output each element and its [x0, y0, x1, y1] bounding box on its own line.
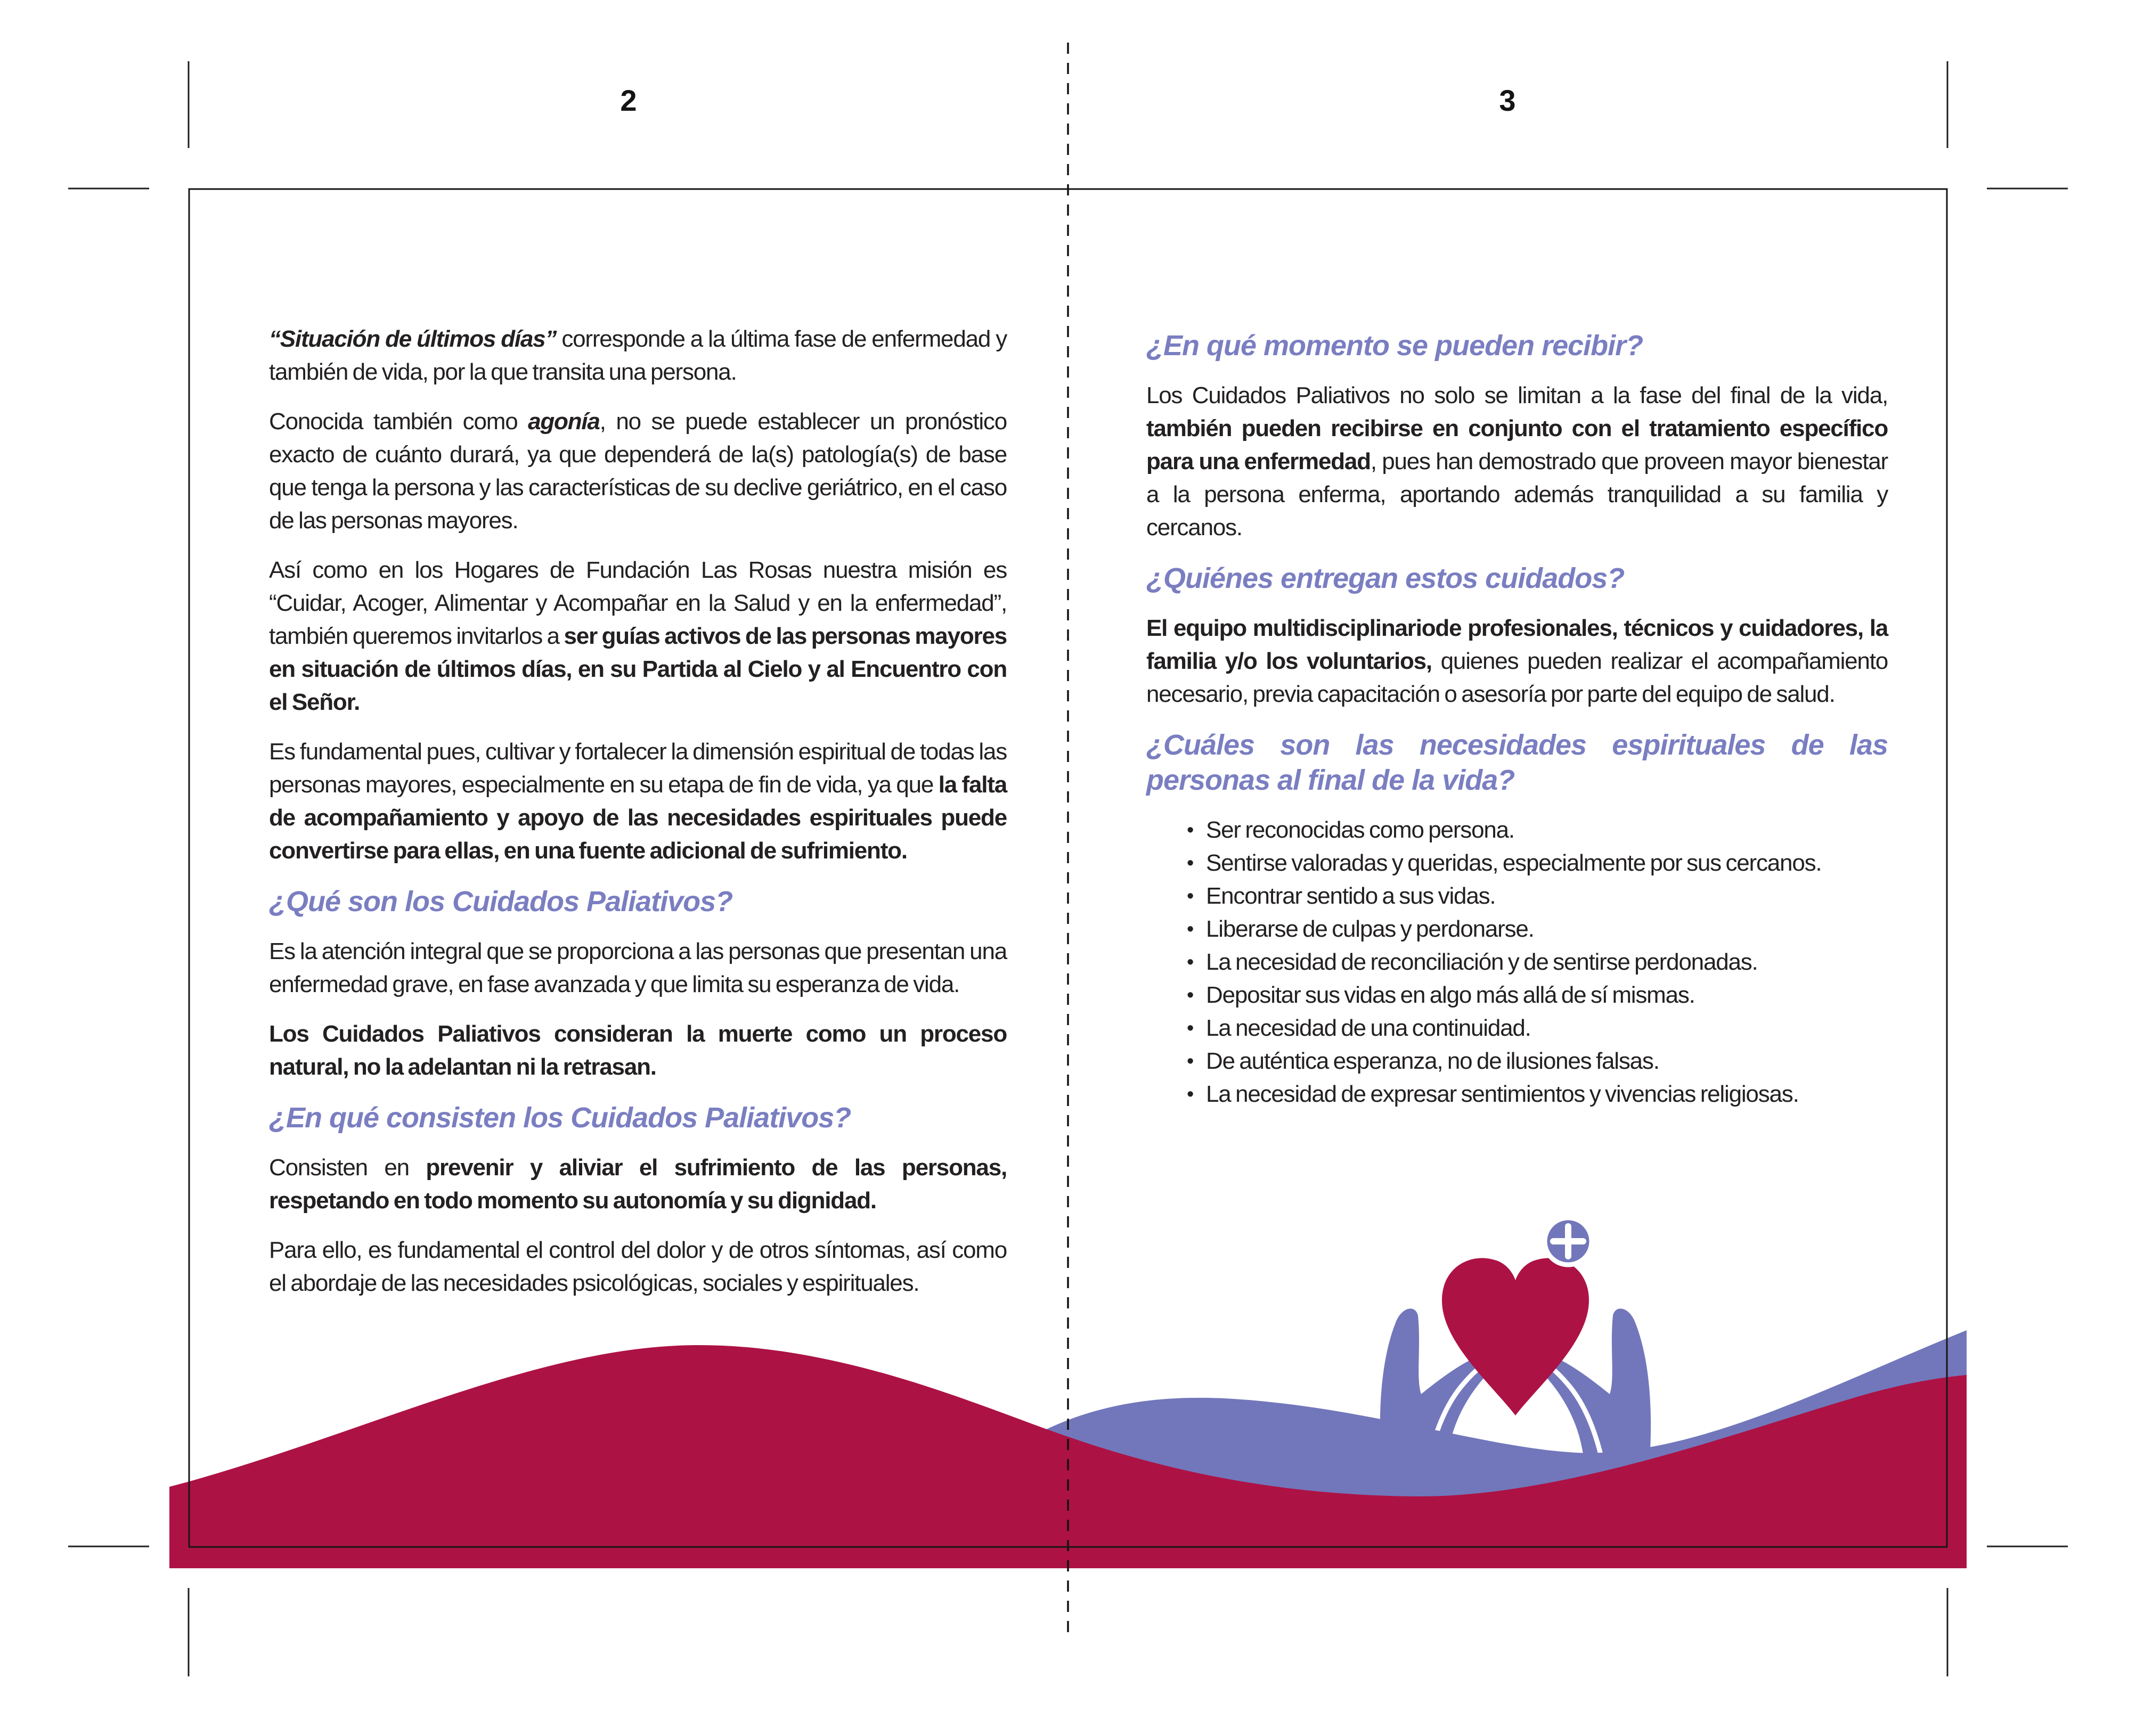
bullet-icon: • [1187, 1017, 1194, 1039]
paragraph-consisten [269, 1151, 1007, 1217]
list-item [1187, 814, 1888, 847]
heading-que-son: ¿Qué son los Cuidados Paliativos? [269, 886, 733, 918]
list-item [1187, 847, 1888, 880]
bullet-icon: • [1187, 1083, 1194, 1106]
list-item [1187, 1012, 1888, 1045]
list-item-text: La necesidad de reconciliación y de sentirse perdonadas. [1206, 949, 1758, 975]
bullet-icon: • [1187, 984, 1194, 1006]
paragraph-equipo [1146, 612, 1888, 711]
bullet-icon: • [1187, 885, 1194, 907]
bullet-icon: • [1187, 852, 1194, 874]
text-run: Los Cuidados Paliativos no solo se limitan a la fase del final de la vida, [1146, 382, 1888, 408]
list-item [1187, 1045, 1888, 1078]
list-item-text: Sentirse valoradas y queridas, especialmente por sus cercanos. [1206, 850, 1822, 876]
bullet-icon: • [1187, 819, 1194, 841]
paragraph-control-dolor: Para ello, es fundamental el control del dolor y de otros síntomas, así como el abordaje de las necesidades psicológicas, sociales y espirituales. [269, 1237, 1007, 1296]
text-run: Es fundamental pues, cultivar y fortalecer la dimensión espiritual de todas las personas mayores, especialmente en su etapa de fin de vida, ya que [269, 739, 1007, 798]
bullet-icon: • [1187, 951, 1194, 973]
paragraph-situacion [269, 323, 1007, 389]
bullet-icon: • [1187, 1050, 1194, 1072]
left-page-text-column [269, 323, 1007, 1316]
list-item [1187, 979, 1888, 1012]
list-item-text: Ser reconocidas como persona. [1206, 817, 1514, 843]
list-item [1187, 946, 1888, 979]
paragraph-agonia [269, 405, 1007, 537]
list-item [1187, 913, 1888, 946]
text-run: corresponde a la última fase de enfermedad y también de vida, por la que transita una persona. [269, 326, 1007, 385]
heading-en-que-momento: ¿En qué momento se pueden recibir? [1146, 330, 1643, 362]
list-item-text: De auténtica esperanza, no de ilusiones falsas. [1206, 1048, 1659, 1074]
heading-quienes-entregan: ¿Quiénes entregan estos cuidados? [1146, 562, 1625, 594]
list-item-text: Liberarse de culpas y perdonarse. [1206, 916, 1534, 942]
text-run: quienes pueden realizar el acompañamiento necesario, previa capacitación o asesoría por parte del equipo de salud. [1146, 648, 1888, 707]
text-run: , no se puede establecer un pronóstico exacto de cuánto durará, ya que dependerá de la(s) patología(s) de base que tenga la persona y las características de su declive geriátrico, en el caso de las personas mayores. [269, 408, 1007, 534]
text-run: también pueden recibirse en conjunto con el tratamiento específico para una enfermedad [1146, 415, 1888, 474]
heading-en-que-consisten: ¿En qué consisten los Cuidados Paliativos? [269, 1102, 851, 1134]
text-run: , pues han demostrado que proveen mayor bienestar a la persona enferma, aportando además tranquilidad a su familia y cercanos. [1146, 448, 1888, 541]
text-run: Así como en los Hogares de Fundación Las Rosas nuestra misión es “Cuidar, Acoger, Alimentar y Acompañar en la Salud y en la enfermedad”, también queremos invitarlos a [269, 557, 1007, 649]
spiritual-needs-list [1187, 814, 1888, 1111]
paragraph-mision [269, 554, 1007, 719]
text-run: la falta de acompañamiento y apoyo de las necesidades espirituales puede convertirse para ellas, en una fuente adicional de sufrimiento. [269, 772, 1007, 864]
list-item-text: Depositar sus vidas en algo más allá de sí mismas. [1206, 982, 1695, 1008]
list-item-text: Encontrar sentido a sus vidas. [1206, 883, 1496, 909]
heading-line-2: personas al final de la vida? [1146, 764, 1515, 796]
list-item [1187, 1078, 1888, 1111]
text-run: ser guías activos de las personas mayores en situación de últimos días, en su Partida al Cielo y al Encuentro con el Señor. [269, 623, 1007, 715]
plus-icon [1545, 1218, 1592, 1265]
right-page-text-column [1146, 323, 1888, 1111]
text-run: Consisten en [269, 1154, 426, 1181]
list-item-text: La necesidad de expresar sentimientos y vivencias religiosas. [1206, 1081, 1799, 1107]
paragraph-momento [1146, 379, 1888, 544]
paragraph-atencion-integral: Es la atención integral que se proporciona a las personas que presentan una enfermedad grave, en fase avanzada y que limita su esperanza de vida. [269, 938, 1007, 997]
list-item [1187, 880, 1888, 913]
bullet-icon: • [1187, 918, 1194, 940]
text-run: prevenir y aliviar el sufrimiento de las personas, respetando en todo momento su autonomía y su dignidad. [269, 1154, 1007, 1214]
text-run: El equipo multidisciplinariode profesionales, técnicos y cuidadores, la familia y/o los voluntarios, [1146, 615, 1888, 674]
text-run: “Situación de últimos días” [269, 326, 557, 352]
text-run: Conocida también como [269, 408, 528, 435]
heading-line-1: ¿Cuáles son las necesidades espirituales de las [1146, 729, 1888, 761]
page-number-right: 3 [1499, 84, 1516, 117]
paragraph-proceso-natural: Los Cuidados Paliativos consideran la muerte como un proceso natural, no la adelantan ni la retrasan. [269, 1021, 1007, 1080]
page-number-left: 2 [620, 84, 637, 117]
heading-necesidades-espirituales [1146, 727, 1888, 798]
list-item-text: La necesidad de una continuidad. [1206, 1015, 1531, 1041]
text-run: agonía [528, 408, 600, 435]
paragraph-dimension-espiritual [269, 735, 1007, 867]
